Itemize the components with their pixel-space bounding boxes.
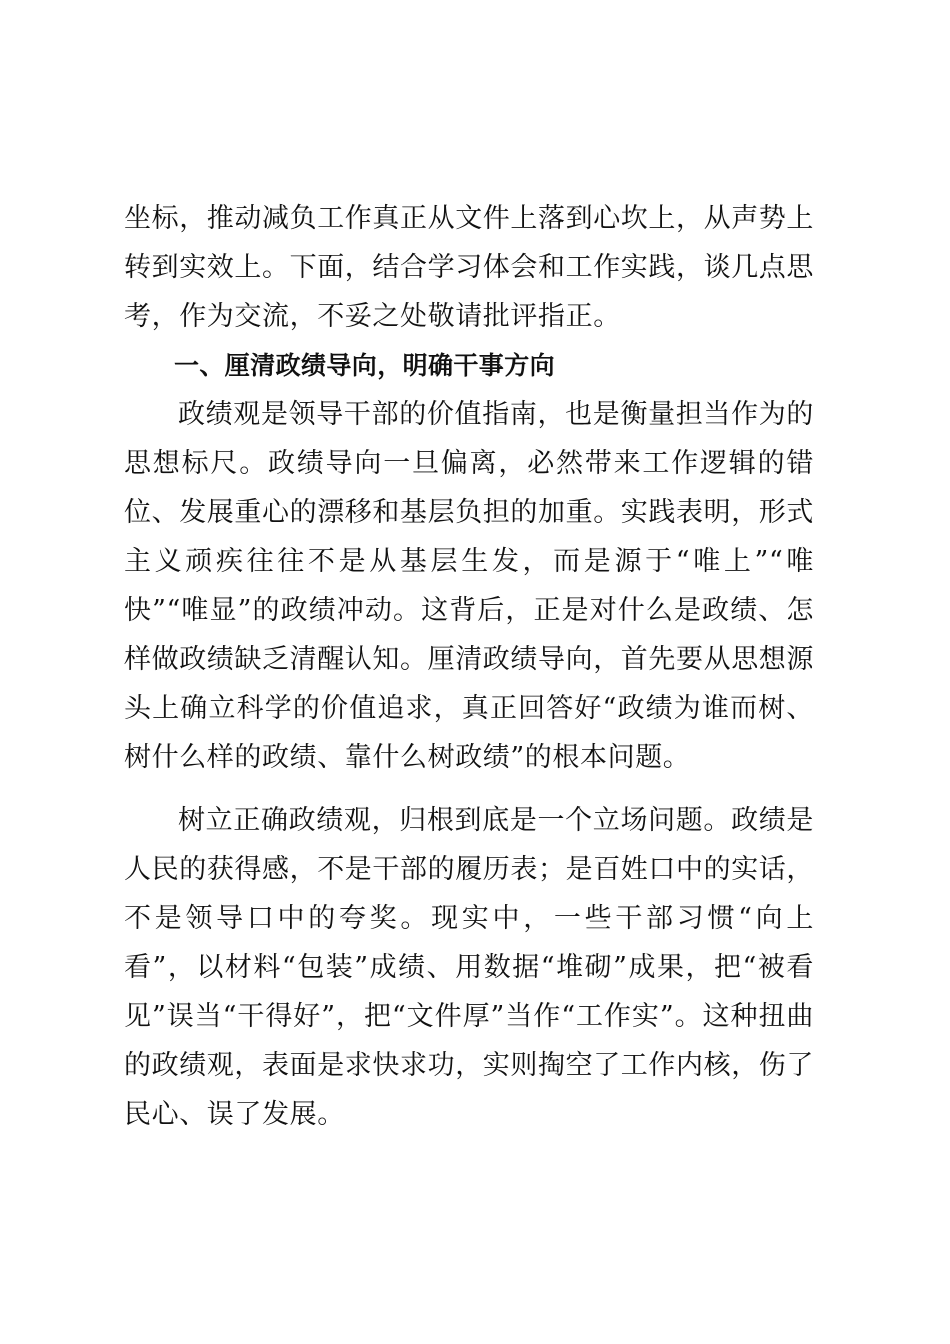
paragraph-intro-continuation: 坐标，推动减负工作真正从文件上落到心坎上，从声势上转到实效上。下面，结合学习体会和工作实践，谈几点思考，作为交流，不妥之处敬请批评指正。 (124, 203, 814, 332)
section-heading-1: 一、厘清政绩导向，明确干事方向 (174, 351, 556, 380)
paragraph-performance-orientation: 政绩观是领导干部的价值指南，也是衡量担当作为的思想标尺。政绩导向一旦偏离，必然带来工作逻辑的错位、发展重心的漂移和基层负担的加重。实践表明，形式主义顽疾往往不是从基层生发，而是源于“唯上”“唯快”“唯显”的政绩冲动。这背后，正是对什么是政绩、怎样做政绩缺乏清醒认知。厘清政绩导向，首先要从思想源头上确立科学的价值追求，真正回答好“政绩为谁而树、树什么样的政绩、靠什么树政绩”的根本问题。 (124, 399, 814, 773)
paragraph-correct-view: 树立正确政绩观，归根到底是一个立场问题。政绩是人民的获得感，不是干部的履历表；是百姓口中的实话，不是领导口中的夸奖。现实中，一些干部习惯“向上看”，以材料“包装”成绩、用数据“堆砌”成果，把“被看见”误当“干得好”，把“文件厚”当作“工作实”。这种扭曲的政绩观，表面是求快求功，实则掏空了工作内核，伤了民心、误了发展。 (124, 805, 814, 1130)
document-body (124, 194, 814, 1139)
